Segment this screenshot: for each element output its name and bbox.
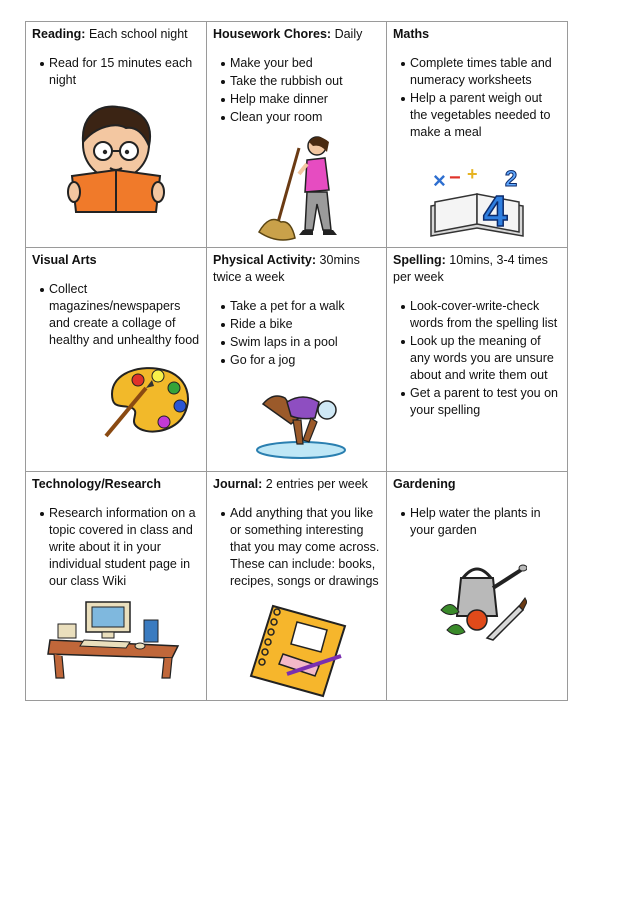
task-item: Swim laps in a pool: [221, 334, 381, 351]
task-list: [32, 281, 201, 349]
svg-text:+: +: [467, 164, 478, 184]
cell-spelling: [387, 248, 568, 472]
math-two-label: 2: [505, 166, 518, 191]
cell-visual-arts: [26, 248, 207, 472]
task-item: Complete times table and numeracy worksheets: [401, 55, 562, 89]
cell-subtitle: Each school night: [88, 27, 188, 41]
cell-subtitle: 30mins twice a week: [213, 253, 360, 284]
svg-text:×: ×: [433, 168, 446, 193]
task-list: [393, 55, 562, 141]
task-item: Clean your room: [221, 109, 381, 126]
task-item: Make your bed: [221, 55, 381, 72]
task-item: Research information on a topic covered in class and write about it in your individual student page in our class Wiki: [40, 505, 201, 590]
cell-subtitle: 10mins, 3-4 times per week: [393, 253, 548, 284]
task-item: Look up the meaning of any words you are unsure about and write them out: [401, 333, 562, 384]
cell-title: Maths: [393, 27, 430, 41]
cell-maths: [387, 22, 568, 248]
cell-header: [32, 476, 201, 493]
task-list: [32, 505, 201, 590]
task-item: Go for a jog: [221, 352, 381, 369]
task-item: Help a parent weigh out the vegetables needed to make a meal: [401, 90, 562, 141]
task-item: Get a parent to test you on your spelling: [401, 385, 562, 419]
task-item: Look-cover-write-check words from the spelling list: [401, 298, 562, 332]
cell-title: Spelling:: [393, 253, 446, 267]
sweeping-girl-icon: [255, 134, 347, 246]
cell-header: [213, 476, 381, 493]
cell-physical-activity: [207, 248, 387, 472]
cell-header: [393, 476, 562, 493]
cell-title: Physical Activity:: [213, 253, 317, 267]
math-four-label: 4: [483, 187, 508, 236]
task-list: [213, 298, 381, 369]
task-item: Add anything that you like or something interesting that you may come across. These can include: books, recipes, songs or drawings: [221, 505, 381, 590]
notebook-icon: [247, 600, 351, 700]
homework-grid: [25, 21, 568, 701]
cell-subtitle: 2 entries per week: [265, 477, 368, 491]
cell-subtitle: Daily: [334, 27, 363, 41]
task-item: Take a pet for a walk: [221, 298, 381, 315]
task-item: Help make dinner: [221, 91, 381, 108]
cell-header: [32, 26, 201, 43]
cell-header: [393, 252, 562, 286]
cell-title: Gardening: [393, 477, 456, 491]
cell-header: [213, 26, 381, 43]
diving-swimmer-icon: [251, 388, 351, 460]
task-item: Ride a bike: [221, 316, 381, 333]
cell-title: Journal:: [213, 477, 263, 491]
cell-title: Visual Arts: [32, 253, 97, 267]
cell-title: Housework Chores:: [213, 27, 332, 41]
cell-journal: [207, 472, 387, 701]
cell-gardening: [387, 472, 568, 701]
cell-reading: [26, 22, 207, 248]
task-item: Help water the plants in your garden: [401, 505, 562, 539]
cell-header: [213, 252, 381, 286]
task-list: [213, 505, 381, 590]
cell-header: [32, 252, 201, 269]
cell-technology-research: [26, 472, 207, 701]
reading-boy-icon: [66, 104, 166, 216]
svg-text:−: −: [449, 167, 461, 189]
cell-title: Technology/Research: [32, 477, 161, 491]
task-list: [213, 55, 381, 126]
cell-title: Reading:: [32, 27, 86, 41]
math-book-icon: [427, 162, 527, 240]
task-list: [32, 55, 201, 89]
task-item: Take the rubbish out: [221, 73, 381, 90]
computer-desk-icon: [44, 596, 184, 680]
task-list: [393, 298, 562, 419]
task-item: Read for 15 minutes each night: [40, 55, 201, 89]
cell-header: [393, 26, 562, 43]
watering-can-icon: [437, 558, 527, 642]
task-list: [393, 505, 562, 539]
task-item: Collect magazines/newspapers and create a collage of healthy and unhealthy food: [40, 281, 201, 349]
cell-housework: [207, 22, 387, 248]
paint-palette-icon: [102, 364, 194, 440]
